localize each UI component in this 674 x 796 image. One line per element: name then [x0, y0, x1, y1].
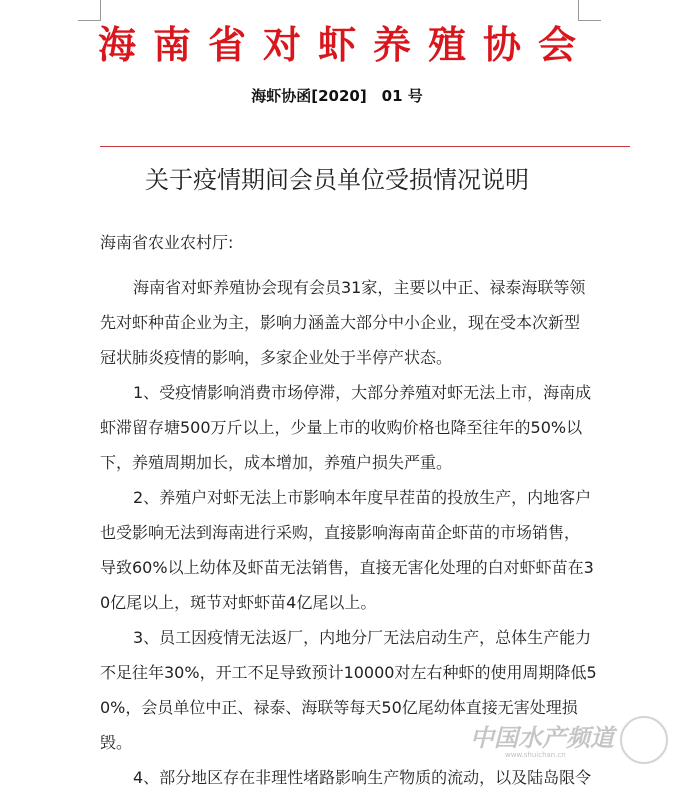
paragraph-line: 1、受疫情影响消费市场停滞，大部分养殖对虾无法上市，海南成	[133, 383, 592, 402]
paragraph-line: 海南省对虾养殖协会现有会员31家，主要以中正、禄泰海联等领	[133, 278, 586, 297]
watermark-url: www.shuichan.cn	[505, 751, 566, 759]
salutation: 海南省农业农村厅:	[100, 233, 234, 252]
paragraph-line: 2、养殖户对虾无法上市影响本年度早茬苗的投放生产，内地客户	[133, 488, 592, 507]
document-subject: 关于疫情期间会员单位受损情况说明	[145, 166, 529, 194]
paragraph-line: 下，养殖周期加长，成本增加，养殖户损失严重。	[100, 453, 453, 472]
red-divider	[100, 146, 630, 147]
paragraph-line: 4、部分地区存在非理性堵路影响生产物质的流动，以及陆岛限令	[133, 768, 592, 787]
paragraph-line: 毁。	[100, 733, 133, 752]
paragraph-line: 也受影响无法到海南进行采购，直接影响海南苗企虾苗的市场销售，	[100, 523, 581, 542]
crop-mark-right	[578, 0, 601, 21]
org-letterhead: 海南省对虾养殖协会	[98, 23, 580, 67]
paragraph-line: 导致60%以上幼体及虾苗无法销售，直接无害化处理的白对虾虾苗在3	[100, 558, 594, 577]
paragraph-line: 3、员工因疫情无法返厂，内地分厂无法启动生产，总体生产能力	[133, 628, 592, 647]
paragraph-line: 0%，会员单位中正、禄泰、海联等每天50亿尾幼体直接无害处理损	[100, 698, 578, 717]
paragraph-line: 先对虾种苗企业为主，影响力涵盖大部分中小企业，现在受本次新型	[100, 313, 581, 332]
crop-mark-left	[78, 0, 101, 21]
document-number: 海虾协函[2020] 01 号	[251, 87, 423, 105]
watermark-text: 中国水产频道	[470, 724, 614, 752]
paragraph	[100, 480, 620, 620]
paragraph-line: 0亿尾以上，斑节对虾虾苗4亿尾以上。	[100, 593, 377, 612]
watermark-globe-icon	[620, 716, 668, 764]
paragraph-line: 冠状肺炎疫情的影响，多家企业处于半停产状态。	[100, 348, 453, 367]
paragraph	[100, 270, 620, 375]
paragraph-line: 虾滞留存塘500万斤以上，少量上市的收购价格也降至往年的50%以	[100, 418, 583, 437]
paragraph	[100, 375, 620, 480]
document-body	[100, 270, 620, 795]
paragraph-line: 不足往年30%，开工不足导致预计10000对左右种虾的使用周期降低5	[100, 663, 597, 682]
paragraph	[100, 760, 620, 795]
